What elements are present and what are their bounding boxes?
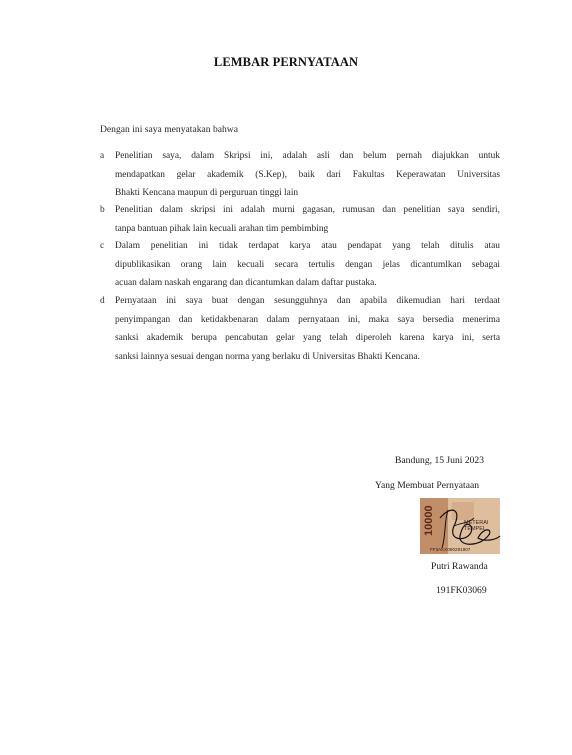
signer-name: Putri Rawanda bbox=[431, 561, 488, 572]
svg-text:TEMPEL: TEMPEL bbox=[464, 526, 487, 532]
item-text bbox=[115, 147, 500, 203]
svg-text:METERAI: METERAI bbox=[464, 520, 489, 526]
signer-id: 191FK03069 bbox=[436, 585, 487, 596]
item-line: tanpa bantuan pihak lain kecuali arahan tim pembimbing bbox=[115, 223, 329, 234]
item-line: Penelitian saya, dalam Skripsi ini, adalah asli dan belum pernah diajukkan untuk bbox=[115, 151, 500, 161]
item-text bbox=[115, 201, 500, 238]
item-line: acuan dalam naskah engarang dan dicantumkan dalam daftar pustaka. bbox=[115, 278, 377, 288]
item-letter: b bbox=[100, 205, 105, 215]
item-line: Penelitian dalam skripsi ini adalah murni gagasan, rumusan dan penelitian saya sendiri, bbox=[115, 205, 500, 215]
list-item-d bbox=[100, 292, 500, 366]
item-text bbox=[115, 292, 500, 366]
item-letter: a bbox=[100, 151, 105, 161]
item-line: Bhakti Kencana maupun di perguruan tinggi lain bbox=[115, 188, 299, 198]
intro-text: Dengan ini saya menyatakan bahwa bbox=[100, 124, 238, 135]
list-item-c bbox=[100, 237, 500, 293]
item-line: Dalam penelitian ini tidak terdapat karya atau pendapat yang telah ditulis atau bbox=[115, 241, 500, 251]
list-item-a bbox=[100, 147, 500, 203]
item-line: sanksi lainnya sesuai dengan norma yang berlaku di Universitas Bhakti Kencana. bbox=[115, 351, 420, 362]
page-title: LEMBAR PERNYATAAN bbox=[213, 55, 359, 69]
list-item-b bbox=[100, 201, 500, 238]
svg-text:10000: 10000 bbox=[423, 505, 435, 536]
place-date: Bandung, 15 Juni 2023 bbox=[395, 455, 485, 466]
revenue-stamp-with-signature bbox=[418, 496, 502, 556]
item-line: dipublikasikan orang lain kecuali secara tertulis dengan jelas dicantumlkan sebagai bbox=[115, 259, 500, 270]
item-line: sanksi akademik berupa pencabutan gelar yang telah diperoleh karena karya ini, serta bbox=[115, 333, 500, 343]
signer-role: Yang Membuat Pernyataan bbox=[375, 480, 480, 491]
item-line: Pernyataan ini saya buat dengan sesungguhnya dan apabila dikemudian hari terdaat bbox=[115, 296, 500, 306]
item-line: mendapatkan gelar akademik (S.Kep), baik dari Fakultas Keperawatan Universitas bbox=[115, 169, 500, 180]
item-letter: c bbox=[100, 241, 105, 251]
item-text bbox=[115, 237, 500, 293]
item-line: penyimpangan dan ketidakbenaran dalam pernyataan ini, maka saya bersedia menerima bbox=[115, 314, 500, 325]
item-letter: d bbox=[100, 296, 105, 306]
svg-text:FF3AKX090291907: FF3AKX090291907 bbox=[430, 547, 471, 552]
